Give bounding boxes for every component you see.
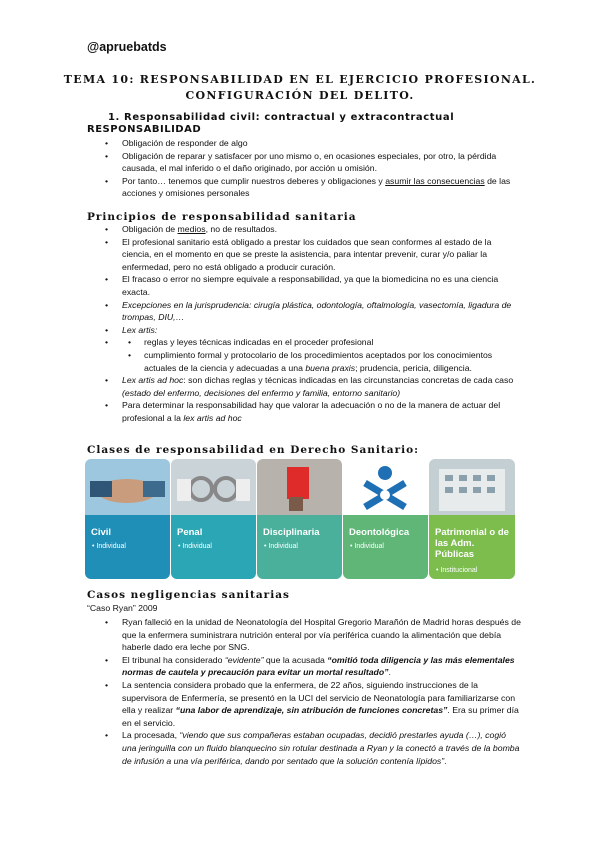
case-title: “Caso Ryan” 2009: [87, 603, 158, 613]
card-title: Deontológica: [349, 527, 410, 538]
casos-list: [122, 616, 522, 767]
card-scope: • Individual: [178, 543, 212, 550]
list-item: • Para determinar la responsabilidad hay que valorar la adecuación o no de la manera de actuar del profesional a la lex artis ad hoc: [122, 399, 522, 424]
list-item: • Obligación de responder de algo: [122, 137, 522, 150]
card-deontologica: [343, 459, 428, 579]
card-disciplinaria: [257, 459, 342, 579]
list-item: • El tribunal ha considerado “evidente” que la acusada “omitió toda diligencia y las más elementales normas de cautela y precaución para evitar un mortal resultado”.: [122, 654, 522, 679]
card-civil: [85, 459, 170, 579]
list-item: • Obligación de reparar y satisfacer por uno mismo o, en ocasiones especiales, por otro, la pérdida causada, el mal inferido o el daño originado, por acción u omisión.: [122, 150, 522, 175]
card-title: Penal: [177, 527, 203, 538]
card-title: Civil: [91, 527, 112, 538]
card-scope: • Individual: [92, 543, 126, 550]
card-title: Patrimonial o de las Adm. Públicas: [435, 527, 509, 560]
list-item: • Ryan falleció en la unidad de Neonatología del Hospital Gregorio Marañón de Madrid horas después de que la enfermera suministrara nutrición enteral por vía periférica cuando la alimentación que debía haberle dado era leche por SNG.: [122, 616, 522, 654]
list-item: • La procesada, “viendo que sus compañeras estaban ocupadas, decidió prestarles ayuda (…), cogió una jeringuilla con un fluido blanquecino sin rotular destinada a Ryan y la conectó a través de la bomba de infusión a una vía periférica, dando por sentado que la solución contenía lípidos”.: [122, 729, 522, 767]
list-item: • El profesional sanitario está obligado a prestar los cuidados que sean conformes al estado de la ciencia, en el momento en que se preste la asistencia, para intentar prevenir, curar y/o paliar la enfermedad, pero no está obligado a producir curación.: [122, 236, 522, 274]
building-photo: [429, 459, 515, 515]
subheading-responsabilidad: RESPONSABILIDAD: [87, 124, 202, 135]
deontology-logo: [343, 459, 428, 515]
list-item: • cumplimiento formal y protocolario de los procedimientos aceptados por los conocimientos actuales de la ciencia y adecuadas a una buena praxis; prudencia, pericia, diligencia.: [144, 349, 522, 374]
section-heading-principios: Principios de responsabilidad sanitaria: [87, 211, 357, 223]
list-item: • La sentencia considera probado que la enfermera, de 22 años, siguiendo instrucciones de la supervisora de Enfermería, se presentó en la UCI del servicio de Neonatología para familiarizarse con ella y realizar “una labor de aprendizaje, sin atribución de funciones concretas”. Era su primer día en el servicio.: [122, 679, 522, 729]
list-item: • Lex artis ad hoc: son dichas reglas y técnicas indicadas en las circunstancias concretas de cada caso (estado del enfermo, decisiones del enfermo y familia, entorno sanitario): [122, 374, 522, 399]
card-title: Disciplinaria: [263, 527, 320, 538]
handshake-photo: [85, 459, 170, 515]
red-card-photo: [257, 459, 342, 515]
section-heading-casos: Casos negligencias sanitarias: [87, 589, 290, 601]
handcuffs-photo: [171, 459, 256, 515]
list-item: • Obligación de medios, no de resultados.: [122, 223, 522, 236]
principios-list: [122, 223, 522, 425]
author-handle: @apruebatds: [87, 40, 167, 54]
card-penal: [171, 459, 256, 579]
list-item: • El fracaso o error no siempre equivale a responsabilidad, ya que la biomedicina no es una ciencia exacta.: [122, 273, 522, 298]
list-item: • Por tanto… tenemos que cumplir nuestros deberes y obligaciones y asumir las consecuencias de las acciones y omisiones personales: [122, 175, 522, 200]
list-item: • • reglas y leyes técnicas indicadas en el proceder profesional: [144, 336, 522, 349]
card-scope: • Individual: [350, 543, 384, 550]
responsabilidad-list: [122, 137, 522, 200]
section-heading-clases: Clases de responsabilidad en Derecho Sanitario:: [87, 444, 419, 456]
section-heading-civil: 1. Responsabilidad civil: contractual y extracontractual: [108, 112, 455, 123]
card-patrimonial: [429, 459, 515, 579]
page-title: TEMA 10: RESPONSABILIDAD EN EL EJERCICIO PROFESIONAL. CONFIGURACIÓN DEL DELITO.: [63, 73, 537, 102]
list-item: • Lex artis:: [122, 324, 522, 337]
lex-artis-sublist: [122, 336, 522, 374]
card-scope: • Institucional: [436, 567, 478, 574]
responsability-types-graphic: [85, 459, 515, 579]
card-scope: • Individual: [264, 543, 298, 550]
list-item: • Excepciones en la jurisprudencia: cirugía plástica, odontología, oftalmología, vasectomía, ligadura de trompas, DIU,…: [122, 299, 522, 324]
